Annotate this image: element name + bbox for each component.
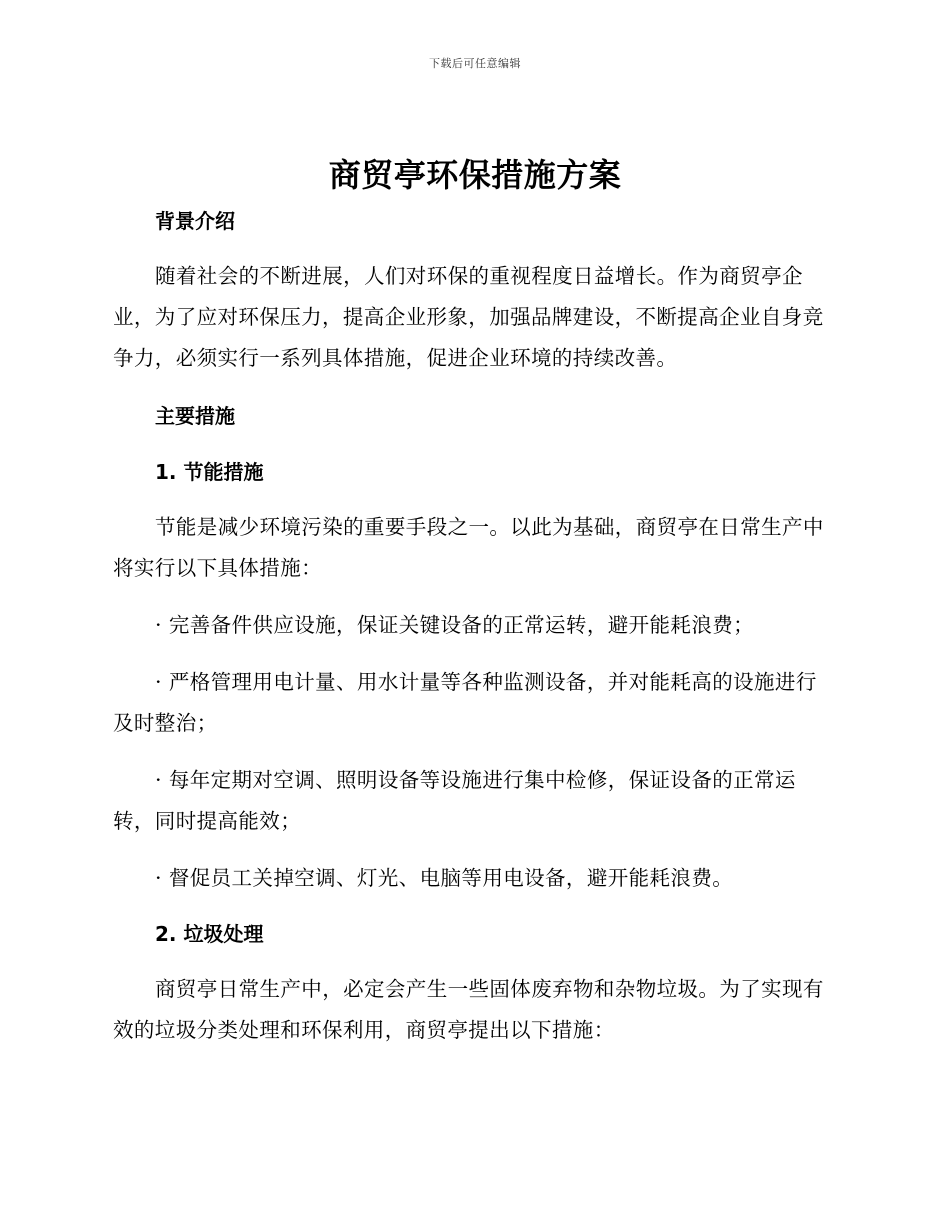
document-body [113,202,835,1051]
spacer [113,589,835,605]
spacer [113,435,835,453]
header-note: 下载后可任意编辑 [429,57,521,70]
document-title: 商贸亭环保措施方案 [328,156,622,194]
subsection-heading-waste: 2. 垃圾处理 [155,922,264,946]
list-item-energy-2: · 严格管理用电计量、用水计量等各种监测设备，并对能耗高的设施进行及时整治； [113,670,817,735]
spacer [113,899,835,915]
paragraph-waste-intro: 商贸亭日常生产中，必定会产生一些固体废弃物和杂物垃圾。为了实现有效的垃圾分类处理和环保利用，商贸亭提出以下措施： [113,977,824,1042]
list-item-energy-4: · 督促员工关掉空调、灯光、电脑等用电设备，避开能耗浪费。 [155,866,734,890]
list-item-energy-1: · 完善备件供应设施，保证关键设备的正常运转，避开能耗浪费； [155,613,755,637]
spacer [113,379,835,397]
spacer [113,240,835,256]
spacer [113,744,835,760]
spacer [113,491,835,507]
paragraph-background: 随着社会的不断进展，人们对环保的重视程度日益增长。作为商贸亭企业，为了应对环保压力，提高企业形象，加强品牌建设，不断提高企业自身竞争力，必须实行一系列具体措施，促进企业环境的持续改善。 [113,264,824,370]
subsection-heading-energy: 1. 节能措施 [155,460,264,484]
list-item-energy-3: · 每年定期对空调、照明设备等设施进行集中检修，保证设备的正常运转，同时提高能效； [113,768,796,833]
paragraph-energy-intro: 节能是减少环境污染的重要手段之一。以此为基础，商贸亭在日常生产中将实行以下具体措施： [113,515,824,580]
spacer [113,646,835,662]
spacer [113,842,835,858]
spacer [113,953,835,969]
section-heading-background: 背景介绍 [155,209,235,233]
section-heading-main-measures: 主要措施 [155,404,235,428]
